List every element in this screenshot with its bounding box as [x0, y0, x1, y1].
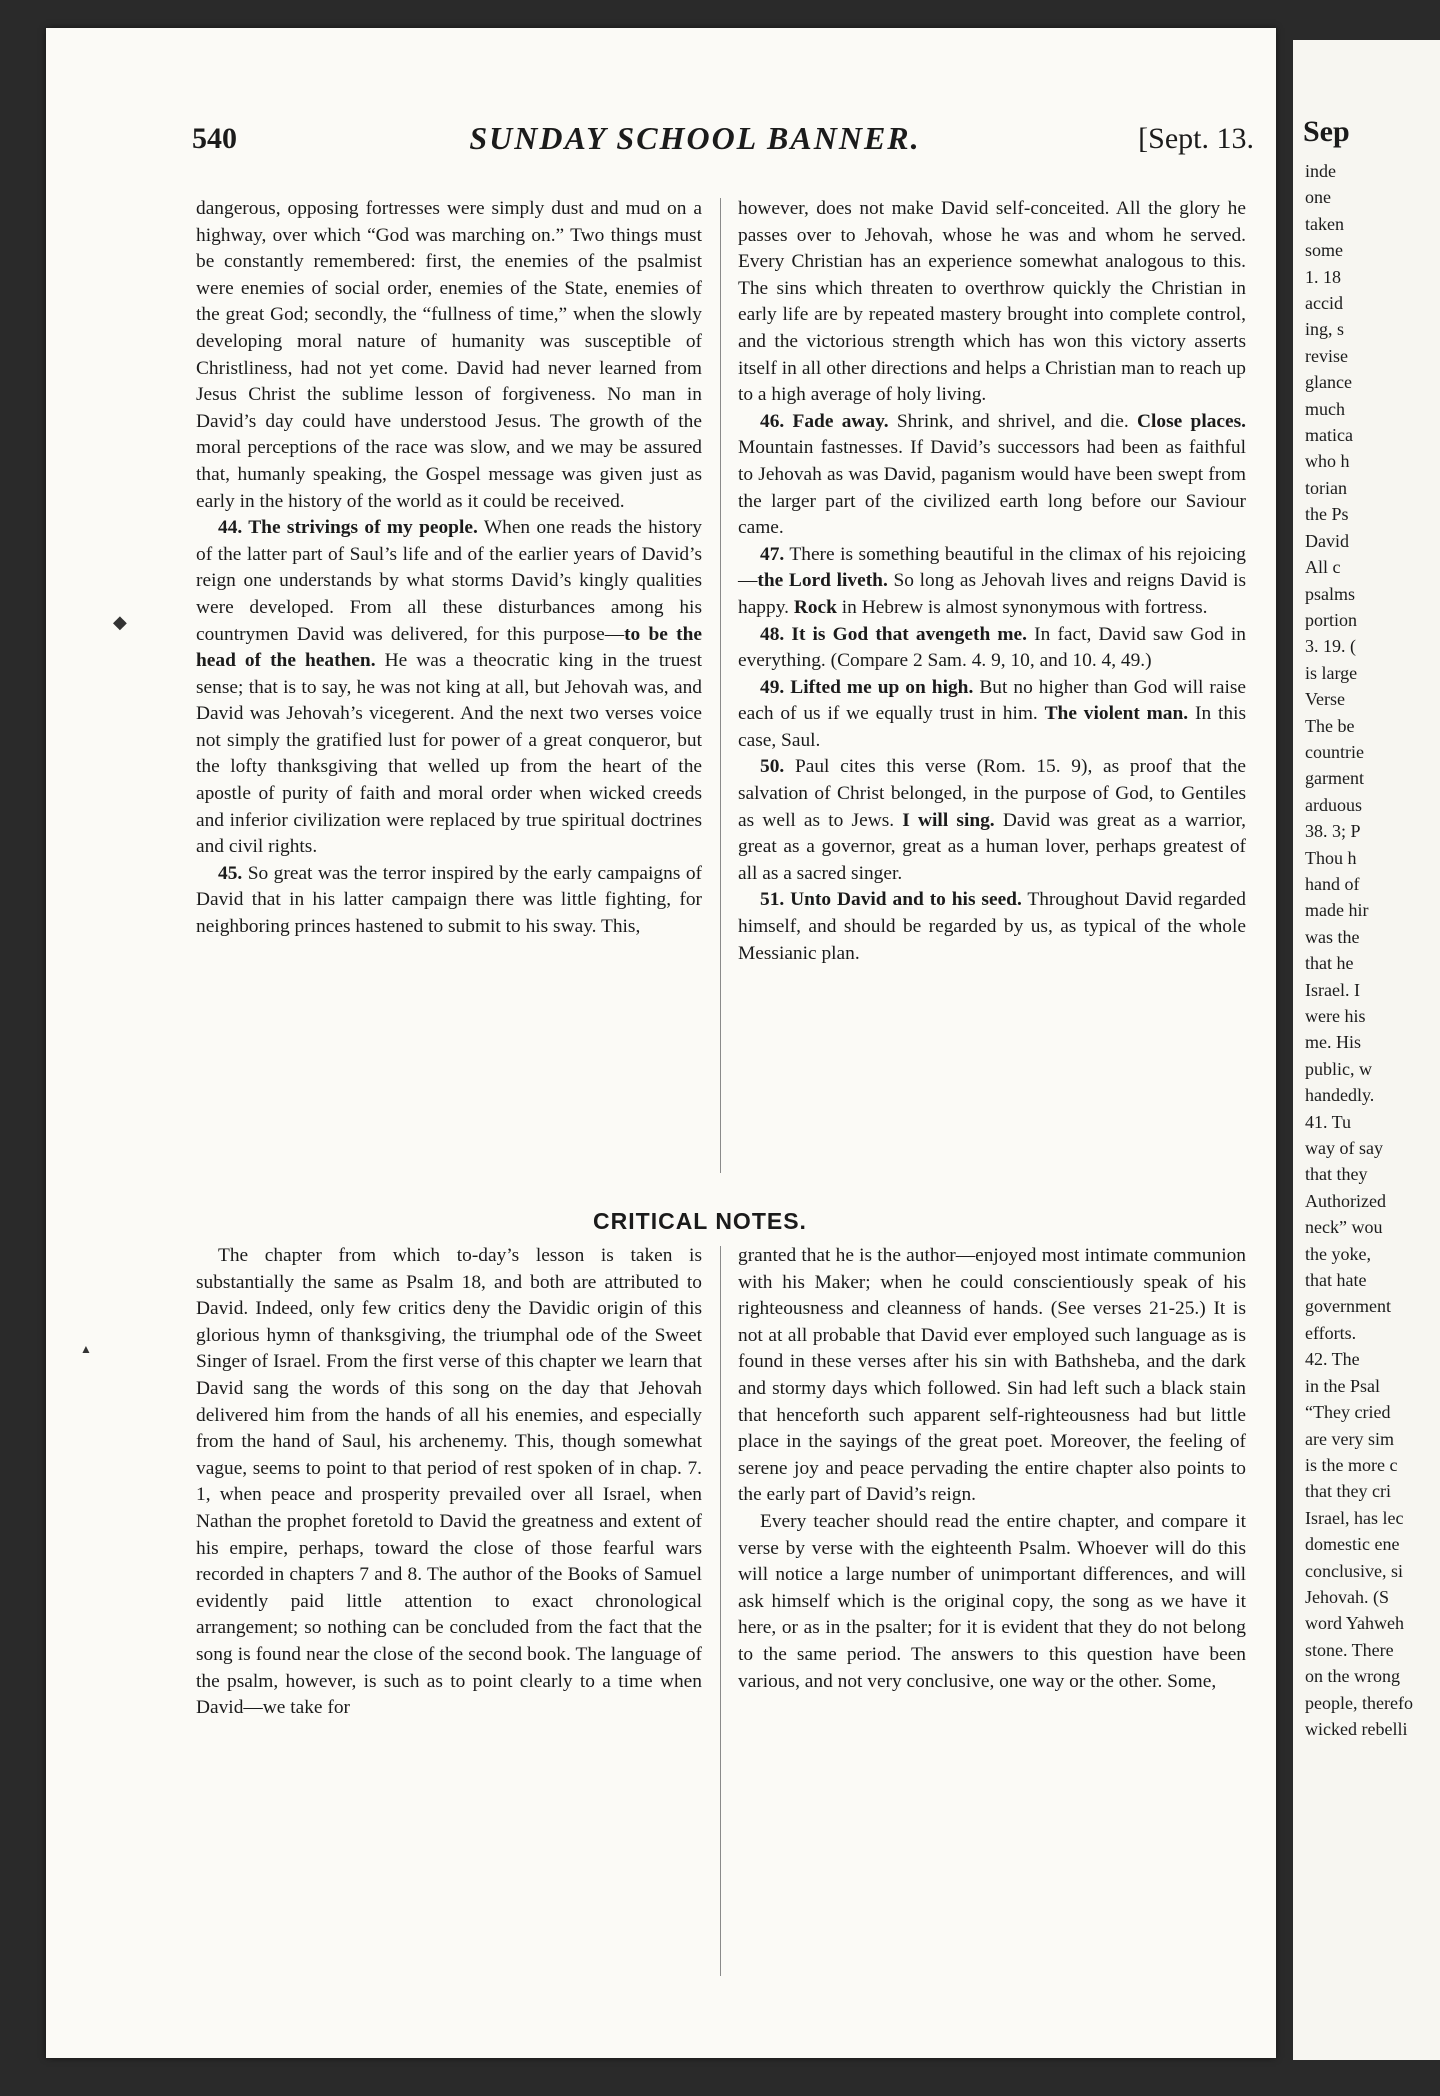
bold-text-run: 50.: [760, 756, 785, 778]
text-run: So great was the terror inspired by the early campaigns of David that in his latter campaign there was little fighting, for neighboring princes hastened to submit to his sway. This,: [196, 862, 702, 938]
next-page-line: government: [1305, 1296, 1391, 1317]
text-run: Every teacher should read the entire chapter, and compare it verse by verse with the eighteenth Psalm. Whoever will do this will notice a large number of unimportant differences, and will ask himself which is the original copy, the song as we have it here, or as in the psalter; for it is evident that they do not belong to the same period. The answers to this question have been various, and not very conclusive, one way or the other. Some,: [738, 1510, 1246, 1692]
next-page-line: Authorized: [1305, 1190, 1386, 1211]
next-page-line: much: [1305, 398, 1345, 419]
text-run: When one reads the history of the latter part of Saul’s life and of the earlier years of David’s reign one understands by what storms David’s kingly qualities were developed. From all these disturbances among his countrymen David was delivered, for this purpose—: [196, 517, 702, 645]
next-page-line: inde: [1305, 161, 1336, 181]
next-page-line: public, w: [1305, 1058, 1372, 1079]
paragraph: [196, 196, 702, 515]
next-page-line: the yoke,: [1305, 1243, 1371, 1264]
section-title: CRITICAL NOTES.: [593, 1208, 807, 1234]
next-page-text: [1305, 158, 1425, 1742]
next-page-line: wicked rebelli: [1305, 1718, 1408, 1739]
next-page-line: The be: [1305, 715, 1355, 736]
paragraph: [738, 1509, 1246, 1695]
next-page-line: me. His: [1305, 1032, 1361, 1053]
next-page-edge: [1293, 40, 1440, 2060]
next-page-line: domestic ene: [1305, 1534, 1400, 1555]
bold-text-run: Close places.: [1137, 410, 1247, 432]
paragraph: [738, 622, 1246, 675]
next-page-line: 38. 3; P: [1305, 821, 1361, 842]
next-page-line: is large: [1305, 662, 1358, 683]
bold-text-run: 46. Fade away.: [760, 410, 889, 432]
next-page-line: portion: [1305, 609, 1357, 630]
paragraph: [196, 1243, 702, 1722]
next-page-line: was the: [1305, 926, 1360, 947]
paragraph: [738, 542, 1246, 622]
bold-text-run: 49. Lifted me up on high.: [760, 676, 974, 698]
next-page-line: that they cri: [1305, 1481, 1391, 1502]
next-page-line: 41. Tu: [1305, 1111, 1352, 1132]
next-page-line: conclusive, si: [1305, 1560, 1403, 1581]
paragraph: [738, 1243, 1246, 1509]
journal-title: SUNDAY SCHOOL BANNER.: [469, 120, 921, 156]
paragraph: [738, 887, 1246, 967]
next-page-line: that hate: [1305, 1270, 1367, 1291]
next-page-line: 3. 19. (: [1305, 636, 1356, 657]
next-page-line: one: [1305, 187, 1331, 208]
margin-mark-top: ◆: [113, 612, 127, 632]
next-page-line: “They cried: [1305, 1402, 1391, 1423]
left-column-top: [196, 196, 702, 941]
text-run: in Hebrew is almost synonymous with fortress.: [836, 596, 1208, 618]
page-header: [130, 110, 1260, 170]
next-page-line: stone. There: [1305, 1639, 1394, 1660]
next-page-line: word Yahweh: [1305, 1613, 1404, 1634]
bold-text-run: I will sing.: [902, 809, 995, 831]
next-page-line: is the more c: [1305, 1454, 1398, 1475]
paragraph: [738, 754, 1246, 887]
next-page-line: some: [1305, 240, 1343, 261]
paragraph: [738, 196, 1246, 409]
next-page-line: matica: [1305, 425, 1353, 446]
next-page-line: Thou h: [1305, 847, 1357, 868]
text-run: David was great as a warrior, great as a governor, great as a human lover, perhaps greatest of all as a sacred singer.: [738, 809, 1247, 884]
text-run: dangerous, opposing fortresses were simply dust and mud on a highway, over which “God was marching on.” Two things must be constantly remembered: first, the enemies of the psalmist were enemies of social order, enemies of the State, enemies of the great God; secondly, the “fullness of time,” when the slowly developing moral nature of humanity was susceptible of Christliness, had not yet come. David had never learned from Jesus Christ the sublime lesson of forgiveness. No man in David’s day could have understood Jesus. The growth of the moral perceptions of the race was slow, and we may be assured that, humanly speaking, the Gospel message was given just as early in the history of the world as it could be received.: [196, 198, 702, 512]
text-run: There is something beautiful in the climax of his rejoicing—: [738, 543, 1246, 592]
text-run: But no higher than God will raise each of us if we equally trust in him.: [738, 676, 1246, 725]
text-run: granted that he is the author—enjoyed most intimate communion with his Maker; when he could conscientiously speak of his righteousness and cleanness of hands. (See verses 21-25.) It is not at all probable that David ever employed such language as is found in these verses after his sin with Bathsheba, and the dark and stormy days which followed. Sin had left such a black stain that henceforth such apparent self-righteousness had but little place in the sayings of the great poet. Moreover, the feeling of serene joy and peace pervading the entire chapter also points to the early part of David’s reign.: [738, 1245, 1246, 1506]
text-run: however, does not make David self-conceited. All the glory he passes over to Jehovah, whose he was and whom he served. Every Christian has an experience somewhat analogous to this. The sins which threaten to overthrow quickly the Christian in early life are by repeated mastery brought into complete control, and the victorious strength which has won this victory asserts itself in all other directions and helps a Christian man to reach up to a high average of holy living.: [738, 198, 1246, 406]
bold-text-run: to be the head of the heathen.: [196, 623, 702, 672]
bold-text-run: 51. Unto David and to his seed.: [760, 889, 1022, 911]
next-page-line: neck” wou: [1305, 1217, 1383, 1238]
next-page-line: ing, s: [1305, 319, 1345, 340]
next-page-line: 1. 18: [1305, 266, 1341, 287]
next-page-line: in the Psal: [1305, 1375, 1380, 1396]
next-page-line: Israel. I: [1305, 979, 1360, 1000]
next-page-line: people, therefo: [1305, 1692, 1413, 1713]
bold-text-run: 47.: [760, 543, 785, 565]
next-page-line: on the wrong: [1305, 1666, 1400, 1687]
next-page-line: garment: [1305, 768, 1364, 789]
bold-text-run: The violent man.: [1044, 703, 1189, 725]
text-run: Mountain fastnesses. If David’s successors had been as faithful to Jehovah as was David, paganism would have been swept from the larger part of the civilized earth long before our Saviour came.: [738, 437, 1246, 539]
next-page-line: handedly.: [1305, 1085, 1375, 1106]
bold-text-run: 45.: [218, 862, 243, 884]
next-page-line: made hir: [1305, 900, 1369, 921]
issue-date: [Sept. 13.: [1138, 122, 1254, 155]
next-page-line: revise: [1305, 345, 1348, 366]
next-page-line: that he: [1305, 953, 1354, 974]
next-page-line: David: [1305, 530, 1349, 551]
text-run: In fact, David saw God in everything. (Compare 2 Sam. 4. 9, 10, and 10. 4, 49.): [738, 623, 1246, 672]
paragraph: [738, 409, 1246, 542]
left-column-bottom: [196, 1243, 702, 1722]
text-run: Throughout David regarded himself, and should be regarded by us, as typical of the whole Messianic plan.: [738, 889, 1246, 964]
next-page-header: Sep: [1303, 115, 1350, 148]
paragraph: [738, 675, 1246, 755]
next-page-line: Verse: [1305, 689, 1345, 710]
page-number: 540: [192, 122, 237, 155]
next-page-line: accid: [1305, 293, 1343, 314]
text-run: In this case, Saul.: [738, 703, 1246, 751]
next-page-line: hand of: [1305, 873, 1360, 894]
text-run: Paul cites this verse (Rom. 15. 9), as proof that the salvation of Christ belonged, in the purpose of God, to Gentiles as well as to Jews.: [738, 756, 1246, 831]
right-column-top: [738, 196, 1246, 967]
next-page-line: psalms: [1305, 583, 1356, 604]
next-page-line: arduous: [1305, 794, 1362, 815]
paragraph: [196, 861, 702, 941]
margin-mark-bottom: ▲: [80, 1342, 92, 1356]
paragraph: [196, 515, 702, 861]
next-page-line: Jehovah. (S: [1305, 1586, 1389, 1607]
next-page-line: Israel, has lec: [1305, 1507, 1404, 1528]
column-divider-bottom: [720, 1246, 721, 1976]
right-column-bottom: [738, 1243, 1246, 1695]
bold-text-run: the Lord liveth.: [757, 570, 888, 592]
text-run: The chapter from which to-day’s lesson is taken is substantially the same as Psalm 18, and both are attributed to David. Indeed, only few critics deny the Davidic origin of this glorious hymn of thanksgiving, the triumphal ode of the Sweet Singer of Israel. From the first verse of this chapter we learn that David sang the words of this song on the day that Jehovah delivered him from the hands of all his enemies, and especially from the hand of Saul, his archenemy. This, though somewhat vague, seems to point to that period of rest spoken of in chap. 7. 1, when peace and prosperity prevailed over all Israel, when Nathan the prophet foretold to David the greatness and extent of his empire, perhaps, toward the close of those fearful wars recorded in chapters 7 and 8. The author of the Books of Samuel evidently paid little attention to exact chronological arrangement; so nothing can be concluded from the fact that the song is found near the close of the second book. The language of the psalm, however, is such as to point clearly to a time when David—we take for: [196, 1245, 702, 1719]
next-page-line: taken: [1305, 213, 1344, 234]
next-page-line: glance: [1305, 372, 1352, 393]
next-page-line: that they: [1305, 1164, 1368, 1185]
bold-text-run: 48. It is God that avengeth me.: [760, 623, 1027, 645]
next-page-line: are very sim: [1305, 1428, 1394, 1449]
next-page-line: who h: [1305, 451, 1350, 472]
next-page-line: were his: [1305, 1006, 1366, 1026]
text-run: So long as Jehovah lives and reigns David is happy.: [738, 570, 1246, 618]
next-page-line: the Ps: [1305, 504, 1349, 525]
next-page-line: way of say: [1305, 1138, 1383, 1159]
bold-text-run: Rock: [793, 596, 837, 618]
column-divider-top: [720, 198, 721, 1173]
next-page-line: 42. The: [1305, 1349, 1360, 1370]
next-page-line: countrie: [1305, 741, 1364, 762]
text-run: Shrink, and shrivel, and die.: [888, 410, 1138, 432]
text-run: He was a theocratic king in the truest sense; that is to say, he was not king at all, but Jehovah was, and David was Jehovah’s vicegerent. And the next two verses voice not simply the gratified lust for power of a great conqueror, but the lofty thanksgiving that welled up from the heart of the apostle of purity of faith and moral order when wicked creeds and inferior civilization were replaced by true spiritual doctrines and civil rights.: [196, 650, 702, 858]
next-page-line: torian: [1305, 477, 1347, 498]
next-page-line: efforts.: [1305, 1322, 1357, 1343]
next-page-line: All c: [1305, 557, 1341, 578]
bold-text-run: 44. The strivings of my people.: [218, 517, 478, 539]
